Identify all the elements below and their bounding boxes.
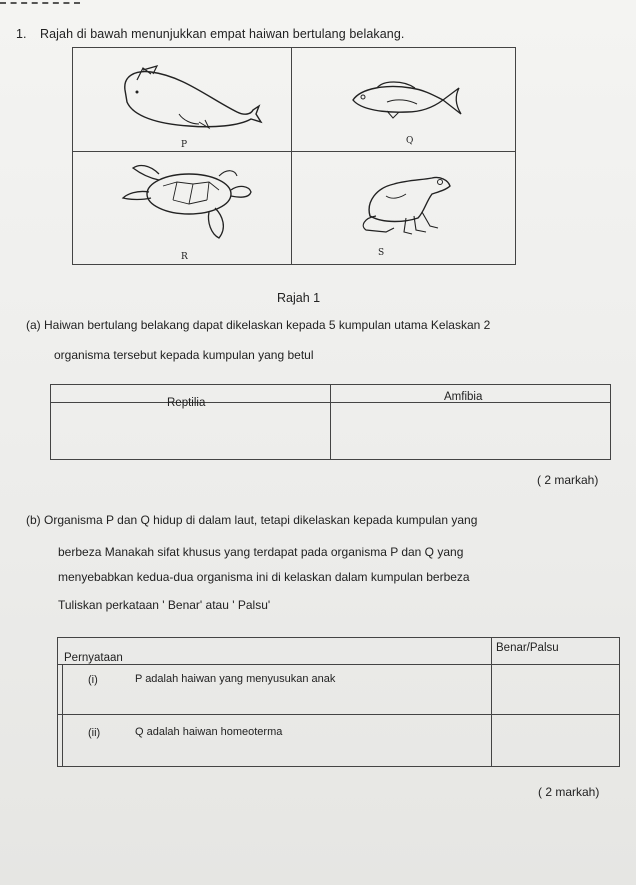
part-b-text-line3: menyebabkan kedua-dua organisma ini di kelaskan dalam kumpulan berbeza xyxy=(58,570,470,584)
part-b-text-line4: Tuliskan perkataan ' Benar' atau ' Palsu' xyxy=(58,598,271,612)
animal-figure-table xyxy=(72,47,516,265)
frog-icon xyxy=(356,172,456,238)
header-amfibia: Amfibia xyxy=(444,391,483,403)
header-benar-palsu: Benar/Palsu xyxy=(496,642,559,654)
part-a-marks: ( 2 markah) xyxy=(537,473,599,487)
header-reptilia: Reptilia xyxy=(167,397,206,409)
answer-cell-statement-2[interactable] xyxy=(494,716,618,764)
animal-cell-r xyxy=(73,152,291,264)
part-b-marks: ( 2 markah) xyxy=(538,785,600,799)
question-number: 1. xyxy=(16,27,27,41)
animal-label-r: R xyxy=(181,252,188,262)
header-pernyataan: Pernyataan xyxy=(64,652,123,664)
top-divider xyxy=(0,2,80,6)
animal-cell-s xyxy=(292,152,515,264)
turtle-icon xyxy=(119,162,259,242)
classification-table xyxy=(50,384,611,460)
part-b-text-line2: berbeza Manakah sifat khusus yang terdapat pada organisma P dan Q yang xyxy=(58,545,464,559)
figure-caption: Rajah 1 xyxy=(277,291,321,305)
animal-label-p: P xyxy=(181,140,188,150)
statement-number: (i) xyxy=(88,674,98,686)
answer-cell-amfibia[interactable] xyxy=(333,405,608,457)
animal-cell-p xyxy=(73,48,291,151)
answer-cell-statement-1[interactable] xyxy=(494,666,618,712)
statement-text: P adalah haiwan yang menyusukan anak xyxy=(135,673,336,685)
animal-label-s: S xyxy=(378,248,385,258)
whale-icon xyxy=(113,62,263,132)
part-a-text-line2: organisma tersebut kepada kumpulan yang betul xyxy=(54,348,314,362)
statement-text: Q adalah haiwan homeoterma xyxy=(135,726,283,738)
fish-icon xyxy=(347,78,467,123)
animal-label-q: Q xyxy=(406,136,414,146)
part-b-text-line1: (b) Organisma P dan Q hidup di dalam laut, tetapi dikelaskan kepada kumpulan yang xyxy=(26,513,478,527)
answer-cell-reptilia[interactable] xyxy=(53,405,327,457)
question-text: Rajah di bawah menunjukkan empat haiwan bertulang belakang. xyxy=(40,27,405,41)
animal-cell-q xyxy=(292,48,515,151)
part-a-text-line1: (a) Haiwan bertulang belakang dapat dikelaskan kepada 5 kumpulan utama Kelaskan 2 xyxy=(26,318,491,332)
statement-number: (ii) xyxy=(88,727,101,739)
true-false-table xyxy=(57,637,620,767)
